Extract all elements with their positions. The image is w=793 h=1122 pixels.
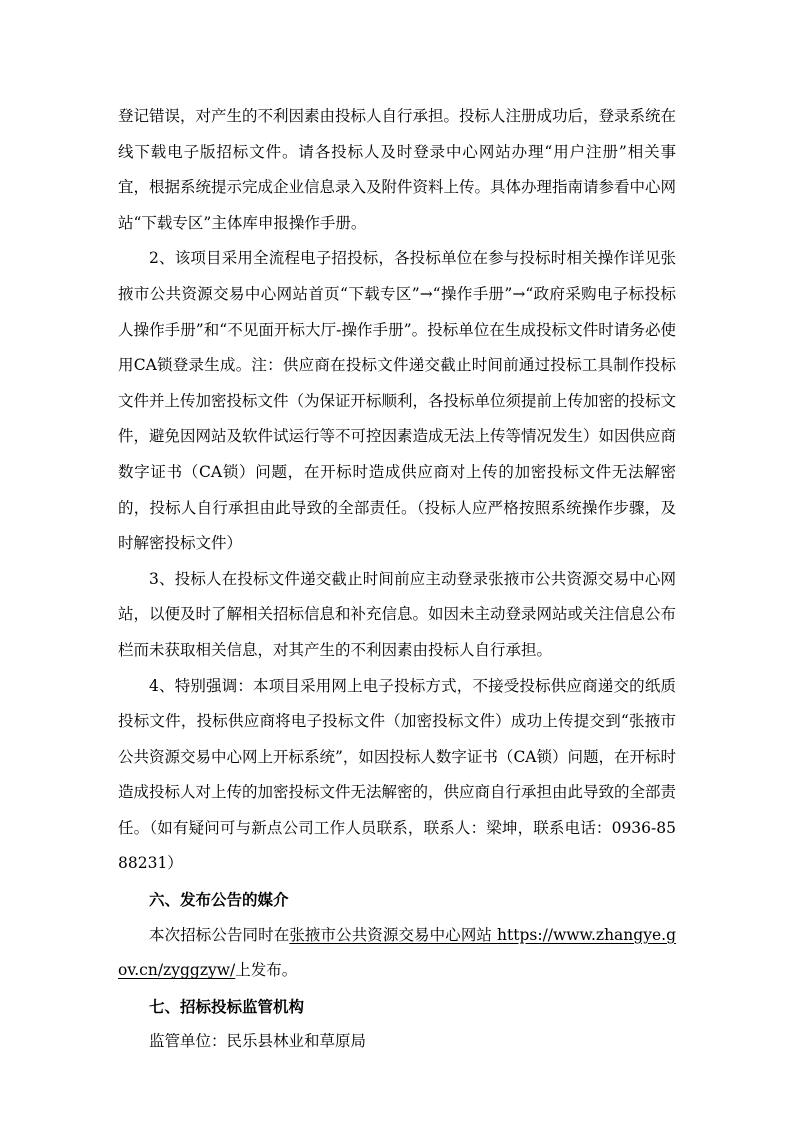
paragraph-registration-continued: 登记错误，对产生的不利因素由投标人自行承担。投标人注册成功后，登录系统在线下载电子版招标文件。请各投标人及时登录中心网站办理“用户注册”相关事宜，根据系统提示完成企业信息录入及附件资料上传。具体办理指南请参看中心网站“下载专区”主体库申报操作手册。 [118, 107, 677, 232]
paragraph-item-3: 3、投标人在投标文件递交截止时间前应主动登录张掖市公共资源交易中心网站，以便及时了解相关招标信息和补充信息。如因未主动登录网站或关注信息公布栏而未获取相关信息，对其产生的不利因素由投标人自行承担。 [118, 569, 677, 659]
section-6-text [118, 918, 676, 989]
paragraph-item-4: 4、特别强调：本项目采用网上电子投标方式，不接受投标供应商递交的纸质投标文件，投标供应商将电子投标文件（加密投标文件）成功上传提交到“张掖市公共资源交易中心网上开标系统”，如因投标人数字证书（CA锁）问题，在开标时造成投标人对上传的加密投标文件无法解密的，供应商自行承担由此导致的全部责任。（如有疑问可与新点公司工作人员联系，联系人：梁坤，联系电话：0936-8588231） [118, 676, 677, 873]
document-body [118, 99, 676, 1060]
publication-site-link[interactable]: 张掖市公共资源交易中心网站 https://www.zhangye.gov.cn/zyggzyw/ [118, 925, 676, 980]
section-6-text-before: 本次招标公告同时在 [149, 925, 290, 944]
section-7-heading: 七、招标投标监管机构 [149, 996, 305, 1016]
supervisor-unit: 监管单位：民乐县林业和草原局 [149, 1032, 367, 1051]
section-6-heading: 六、发布公告的媒介 [149, 890, 289, 910]
section-6-text-after: 上发布。 [235, 961, 298, 980]
paragraph-item-2: 2、该项目采用全流程电子招投标，各投标单位在参与投标时相关操作详见张掖市公共资源交易中心网站首页“下载专区”→“操作手册”→“政府采购电子标投标人操作手册”和“不见面开标大厅-操作手册”。投标单位在生成投标文件时请务必使用CA锁登录生成。注：供应商在投标文件递交截止时间前通过投标工具制作投标文件并上传加密投标文件（为保证开标顺利，各投标单位须提前上传加密的投标文件，避免因网站及软件试运行等不可控因素造成无法上传等情况发生）如因供应商数字证书（CA锁）问题，在开标时造成供应商对上传的加密投标文件无法解密的，投标人自行承担由此导致的全部责任。（投标人应严格按照系统操作步骤，及时解密投标文件） [118, 249, 677, 553]
